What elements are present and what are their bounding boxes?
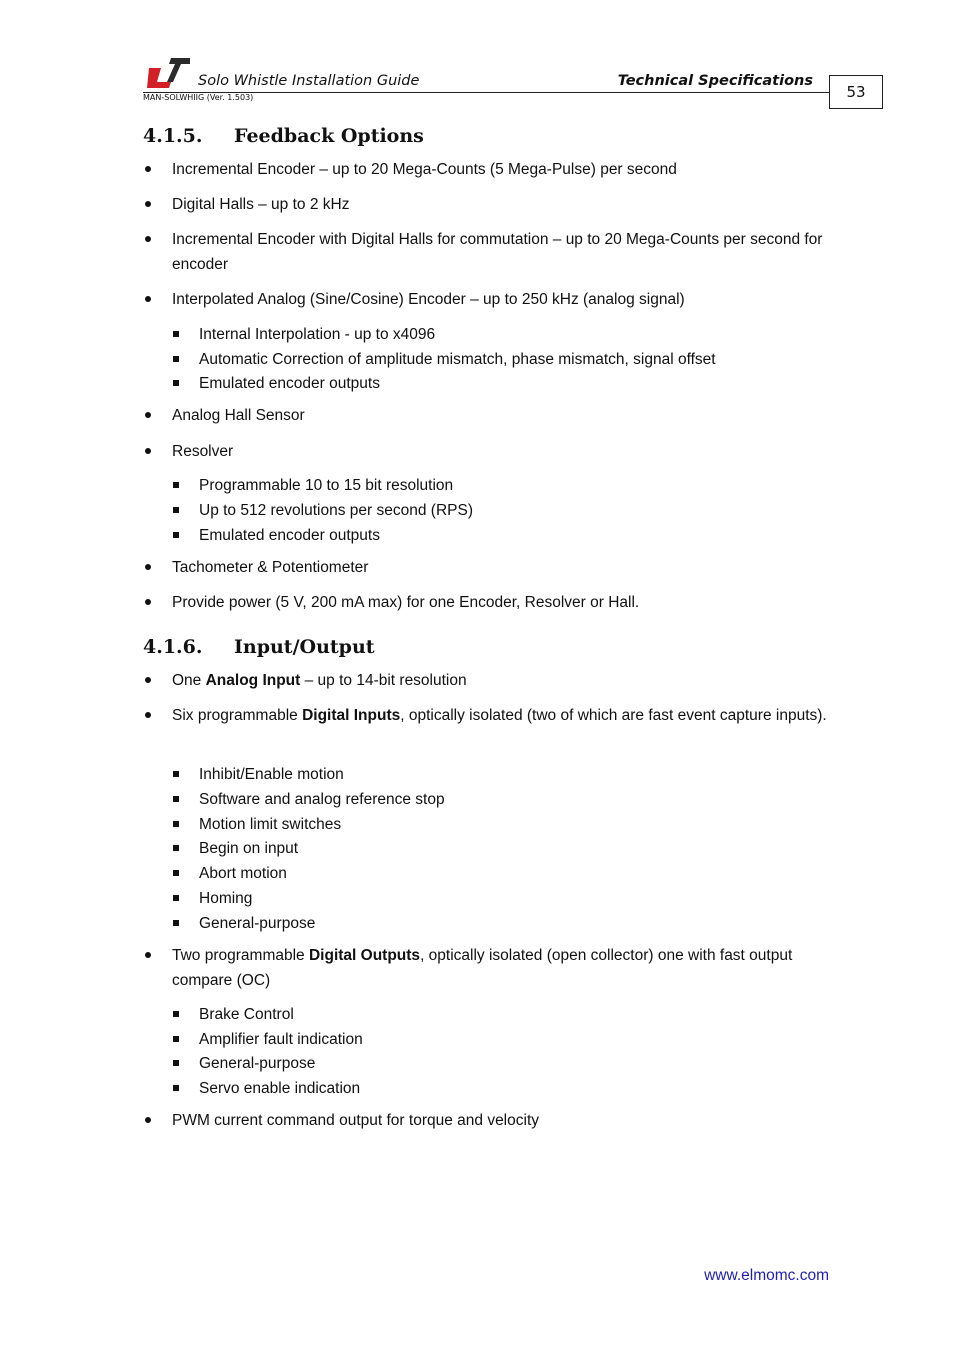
elmo-logo-icon: [147, 58, 190, 88]
text-run: , optically isolated (two of which are fast event capture inputs).: [400, 707, 827, 724]
sub-list-item: Servo enable indication: [199, 1076, 829, 1101]
heading-feedback-options: [143, 125, 424, 147]
heading-input-output: [143, 636, 375, 658]
list-item-analog-input: [172, 668, 832, 693]
text-run: Two programmable: [172, 947, 309, 964]
heading-number: 4.1.5.: [143, 125, 203, 147]
sub-list-item: Programmable 10 to 15 bit resolution: [199, 473, 829, 498]
page-number: 53: [829, 75, 883, 109]
sub-list-item: Internal Interpolation - up to x4096: [199, 322, 829, 347]
sub-list-item: Inhibit/Enable motion: [199, 762, 829, 787]
list-item: Digital Halls – up to 2 kHz: [172, 192, 832, 217]
heading-text: Input/Output: [234, 636, 375, 658]
sub-list-item: Homing: [199, 886, 829, 911]
list-item-digital-inputs: [172, 703, 832, 728]
document-code: MAN-SOLWHIIG (Ver. 1.503): [143, 93, 254, 102]
sub-list-item: Amplifier fault indication: [199, 1027, 829, 1052]
sub-list-item: General-purpose: [199, 911, 829, 936]
sub-list-item: Begin on input: [199, 836, 829, 861]
text-run: One: [172, 672, 206, 689]
list-item: Provide power (5 V, 200 mA max) for one Encoder, Resolver or Hall.: [172, 590, 832, 615]
heading-text: Feedback Options: [234, 125, 424, 147]
heading-number: 4.1.6.: [143, 636, 203, 658]
sub-list-item: Emulated encoder outputs: [199, 523, 829, 548]
text-run: , optically isolated (open collector) one with fast output compare (OC): [172, 947, 793, 989]
sub-list-item: Motion limit switches: [199, 812, 829, 837]
sub-list-item: Up to 512 revolutions per second (RPS): [199, 498, 829, 523]
sub-list-item: Brake Control: [199, 1002, 829, 1027]
sub-list-item: Emulated encoder outputs: [199, 371, 829, 396]
section-title: Technical Specifications: [617, 73, 813, 89]
list-item: Analog Hall Sensor: [172, 403, 832, 428]
sub-list-item: Software and analog reference stop: [199, 787, 829, 812]
text-run: Six programmable: [172, 707, 303, 724]
list-item: Resolver: [172, 439, 832, 464]
website-link[interactable]: www.elmomc.com: [704, 1267, 829, 1284]
list-item: PWM current command output for torque and velocity: [172, 1108, 832, 1133]
list-item-digital-outputs: [172, 943, 832, 993]
bold-term: Digital Outputs: [308, 947, 421, 964]
sub-list-item: Abort motion: [199, 861, 829, 886]
bold-term: Analog Input: [205, 672, 301, 689]
sub-list-item: Automatic Correction of amplitude mismatch, phase mismatch, signal offset: [199, 347, 829, 372]
list-item: Tachometer & Potentiometer: [172, 555, 832, 580]
list-item: Incremental Encoder – up to 20 Mega-Counts (5 Mega-Pulse) per second: [172, 157, 832, 182]
sub-list-item: General-purpose: [199, 1051, 829, 1076]
document-title: Solo Whistle Installation Guide: [198, 73, 420, 89]
list-item: Incremental Encoder with Digital Halls for commutation – up to 20 Mega-Counts per second for encoder: [172, 227, 832, 277]
list-item: Interpolated Analog (Sine/Cosine) Encoder – up to 250 kHz (analog signal): [172, 287, 832, 312]
text-run: – up to 14-bit resolution: [300, 672, 467, 689]
bold-term: Digital Inputs: [302, 707, 401, 724]
